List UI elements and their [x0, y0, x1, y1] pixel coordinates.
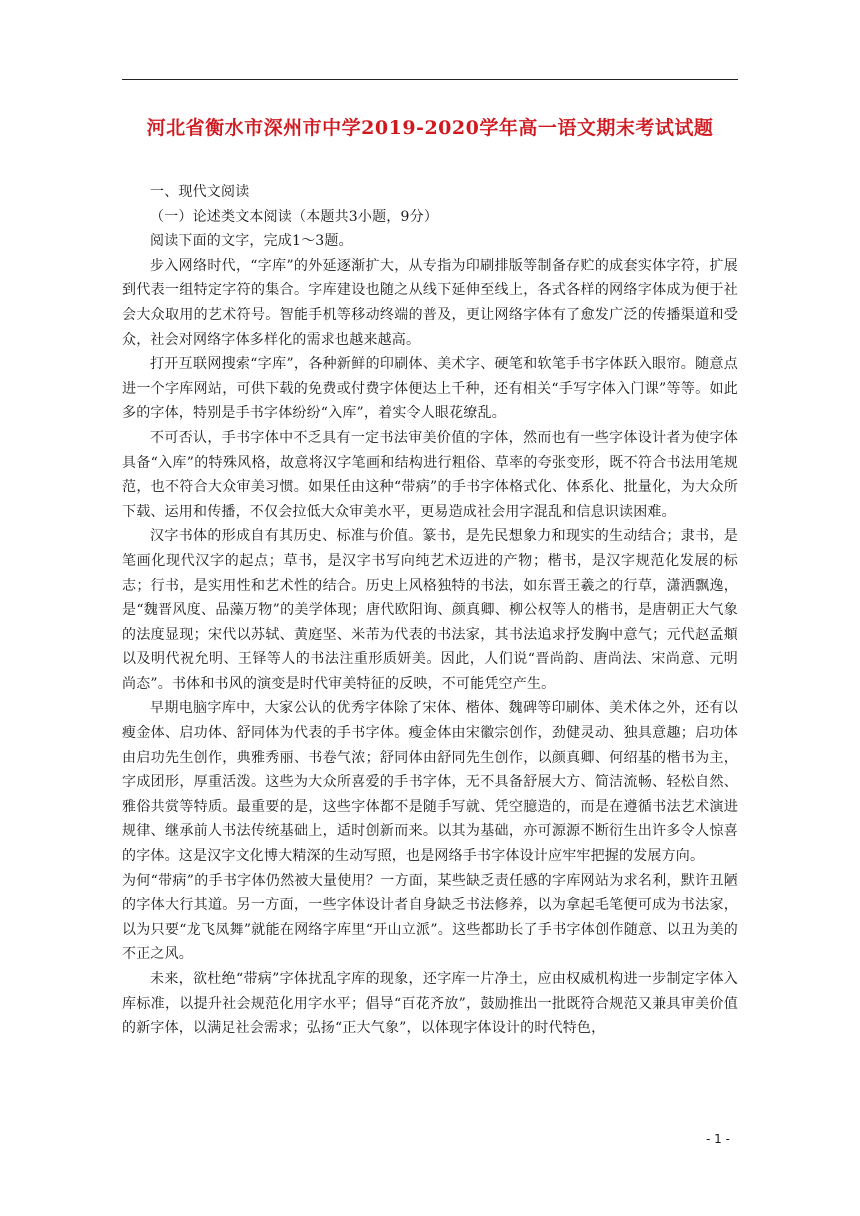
document-body [122, 180, 738, 1041]
reading-instruction: 阅读下面的文字，完成1～3题。 [150, 233, 353, 250]
paragraph-2: 打开互联网搜索“字库”，各种新鲜的印刷体、美术字、硬笔和软笔手书字体跃入眼帘。随意点进一个字库网站，可供下载的免费或付费字体便达上千种，还有相关“手写字体入门课”等等。如此多的字体，特别是手书字体纷纷“入库”，着实令人眼花缭乱。 [122, 356, 738, 422]
subsection-heading: （一）论述类文本阅读（本题共3小题，9分） [150, 208, 439, 225]
paragraph-7: 未来，欲杜绝“带病”字体扰乱字库的现象，还字库一片净土，应由权威机构进一步制定字体入库标准，以提升社会规范化用字水平；倡导“百花齐放”，鼓励推出一批既符合规范又兼具审美价值的新字体，以满足社会需求；弘扬“正大气象”，以体现字体设计的时代特色， [122, 971, 738, 1037]
section-heading: 一、现代文阅读 [150, 184, 250, 200]
paragraph-4: 汉字书体的形成自有其历史、标准与价值。篆书，是先民想象力和现实的生动结合；隶书，是笔画化现代汉字的起点；草书，是汉字书写向纯艺术迈进的产物；楷书，是汉字规范化发展的标志；行书，是实用性和艺术性的结合。历史上风格独特的书法，如东晋王羲之的行草，潇洒飘逸，是“魏晋风度、品藻万物”的美学体现；唐代欧阳询、颜真卿、柳公权等人的楷书，是唐朝正大气象的法度显现；宋代以苏轼、黄庭坚、米芾为代表的书法家，其书法追求抒发胸中意气；元代赵孟頫以及明代祝允明、王铎等人的书法注重形质妍美。因此，人们说“晋尚韵、唐尚法、宋尚意、元明尚态”。书体和书风的演变是时代审美特征的反映，不可能凭空产生。 [122, 528, 738, 692]
paragraph-3: 不可否认，手书字体中不乏具有一定书法审美价值的字体，然而也有一些字体设计者为使字体具备“入库”的特殊风格，故意将汉字笔画和结构进行粗俗、草率的夸张变形，既不符合书法用笔规范，也不符合大众审美习惯。如果任由这种“带病”的手书字体格式化、体系化、批量化，为大众所下载、运用和传播，不仅会拉低大众审美水平，更易造成社会用字混乱和信息识读困难。 [122, 429, 738, 520]
header-rule [122, 79, 738, 80]
page-title: 河北省衡水市深州市中学2019-2020学年高一语文期末考试试题 [146, 117, 714, 139]
paragraph-5: 早期电脑字库中，大家公认的优秀字体除了宋体、楷体、魏碑等印刷体、美术体之外，还有以瘦金体、启功体、舒同体为代表的手书字体。瘦金体由宋徽宗创作，劲健灵动、独具意趣；启功体由启功先生创作，典雅秀丽、书卷气浓；舒同体由舒同先生创作，以颜真卿、何绍基的楷书为主，字成团形，厚重活泼。这些为大众所喜爱的手书字体，无不具备舒展大方、简洁流畅、轻松自然、雅俗共赏等特质。最重要的是，这些字体都不是随手写就、凭空臆造的，而是在遵循书法艺术演进规律、继承前人书法传统基础上，适时创新而来。以其为基础，亦可源源不断衍生出许多令人惊喜的字体。这是汉字文化博大精深的生动写照，也是网络手书字体设计应牢牢把握的发展方向。 [122, 700, 738, 865]
page-number: - 1 - [706, 1132, 730, 1146]
paragraph-1: 步入网络时代，“字库”的外延逐渐扩大，从专指为印刷排版等制备存贮的成套实体字符，扩展到代表一组特定字符的集合。字库建设也随之从线下延伸至线上，各式各样的网络字体成为便于社会大众取用的艺术符号。智能手机等移动终端的普及，更让网络字体有了愈发广泛的传播渠道和受众，社会对网络字体多样化的需求也越来越高。 [122, 257, 738, 348]
paragraph-6: 为何“带病”的手书字体仍然被大量使用？一方面，某些缺乏责任感的字库网站为求名利，默许丑陋的字体大行其道。另一方面，一些字体设计者自身缺乏书法修养，以为拿起毛笔便可成为书法家，以为只要“龙飞凤舞”就能在网络字库里“开山立派”。这些都助长了手书字体创作随意、以丑为美的不正之风。 [122, 872, 738, 963]
